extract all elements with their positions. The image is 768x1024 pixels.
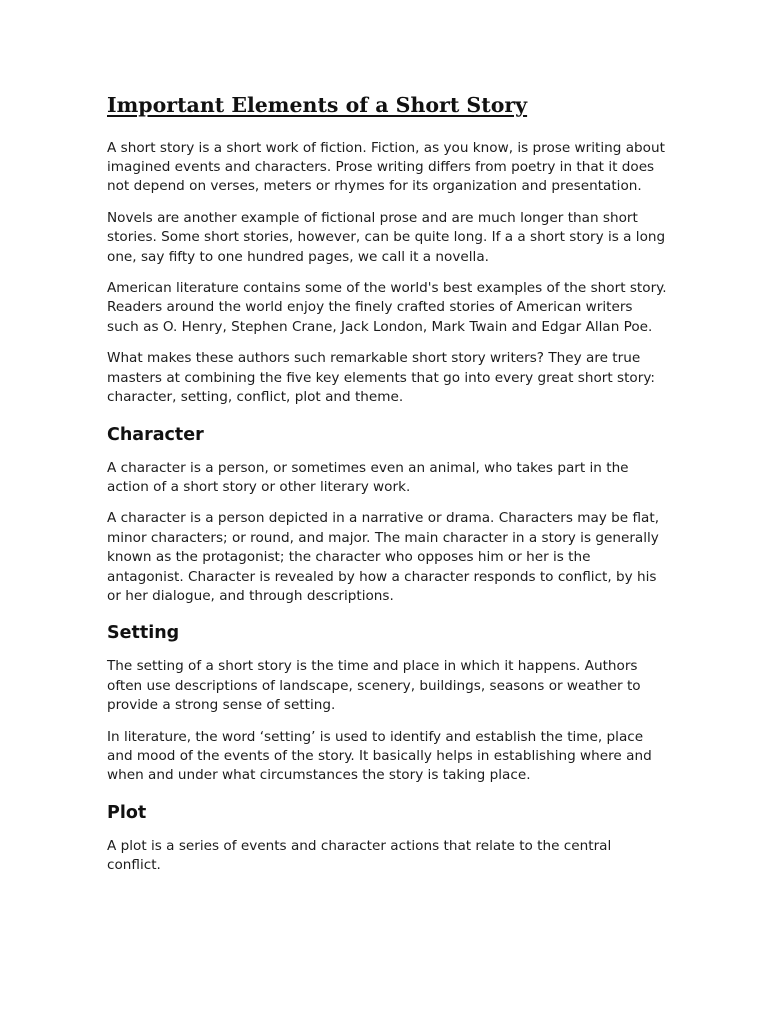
section-plot bbox=[107, 803, 667, 876]
section-heading: Setting bbox=[107, 623, 180, 644]
paragraph: A plot is a series of events and character actions that relate to the central conflict. bbox=[107, 837, 612, 874]
paragraph: A short story is a short work of fiction. Fiction, as you know, is prose writing about imagined events and characters. Prose writing differs from poetry in that it does not depend on verses, meters or rhymes for its organization and presentation. bbox=[107, 139, 665, 195]
paragraph: What makes these authors such remarkable short story writers? They are true masters at combining the five key elements that go into every great short story: character, setting, conflict, plot and theme. bbox=[107, 350, 655, 406]
section-heading: Character bbox=[107, 424, 204, 445]
paragraph: Novels are another example of fictional prose and are much longer than short stories. Some short stories, however, can be quite long. If a a short story is a long one, say fifty to one hundred pages, we call it a novella. bbox=[107, 209, 666, 265]
paragraph: A character is a person depicted in a narrative or drama. Characters may be flat, minor characters; or round, and major. The main character in a story is generally known as the protagonist; the character who opposes him or her is the antagonist. Character is revealed by how a character responds to conflict, by his or her dialogue, and through descriptions. bbox=[107, 510, 660, 604]
paragraph: American literature contains some of the world's best examples of the short story. Readers around the world enjoy the finely crafted stories of American writers such as O. Henry, Stephen Crane, Jack London, Mark Twain and Edgar Allan Poe. bbox=[107, 280, 667, 335]
document-page bbox=[107, 92, 667, 888]
paragraph: A character is a person, or sometimes even an animal, who takes part in the action of a short story or other literary work. bbox=[107, 459, 629, 495]
intro-section bbox=[107, 139, 667, 408]
document-title: Important Elements of a Short Story bbox=[107, 93, 528, 117]
paragraph: In literature, the word ‘setting’ is used to identify and establish the time, place and mood of the events of the story. It basically helps in establishing where and when and under what circumstances the story is taking place. bbox=[107, 728, 652, 784]
section-heading: Plot bbox=[107, 802, 147, 823]
paragraph: The setting of a short story is the time and place in which it happens. Authors often use descriptions of landscape, scenery, buildings, seasons or weather to provide a strong sense of setting. bbox=[107, 658, 641, 714]
section-character bbox=[107, 425, 667, 607]
section-setting bbox=[107, 623, 667, 785]
